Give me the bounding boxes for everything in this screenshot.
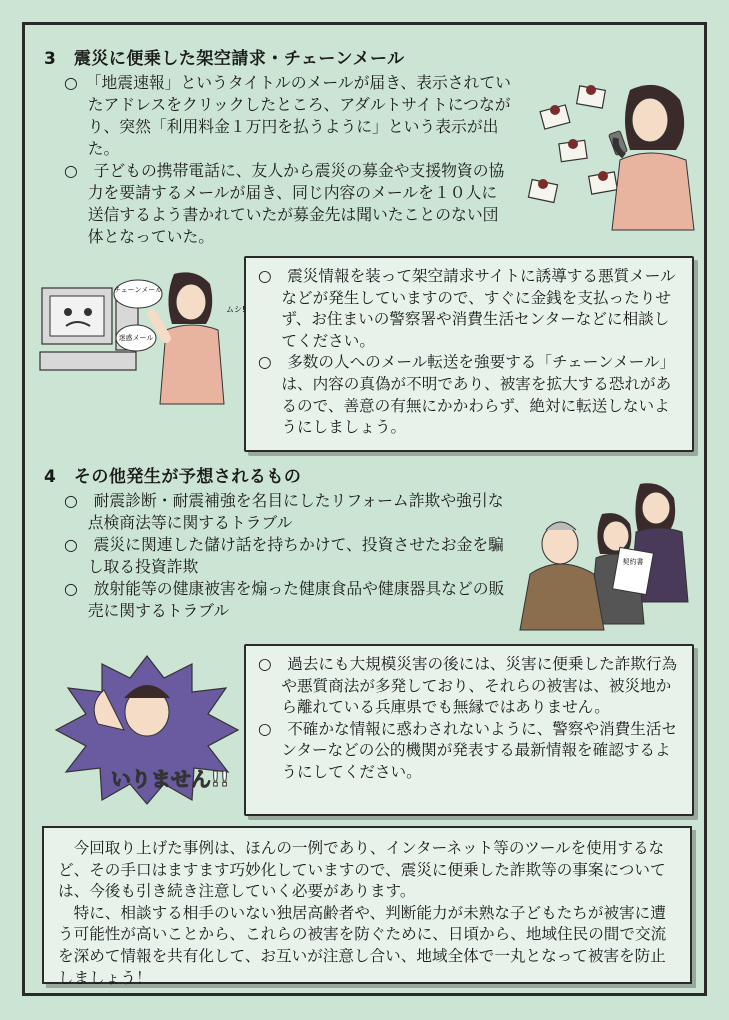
bad-mail-label: 迷惑メール <box>118 334 154 342</box>
section4-advice-2: ○ 不確かな情報に惑わされないように、警察や消費生活センターなどの公的機関が発表する最新情報を確認するようにしてください。 <box>258 719 678 781</box>
section3-advice-1: ○ 震災情報を装って架空請求サイトに誘導する悪質メールなどが発生していますので、すぐに金銭を支払ったりせず、お住まいの警察署や消費生活センターなどに相談してください。 <box>258 267 676 350</box>
computer-ignore-illustration <box>36 268 246 408</box>
section4-advice-box <box>244 644 694 816</box>
closing-note <box>42 826 692 987</box>
section4-advice-1: ○ 過去にも大規模災害の後には、災害に便乗した詐欺行為や悪質商法が多発しており、それらの被害は、被災地から離れている兵庫県でも無縁ではありません。 <box>258 655 678 717</box>
section4-item-2: ○ 震災に関連した儲け話を持ちかけて、投資させたお金を騙し取る投資詐欺 <box>64 535 504 576</box>
section4-heading: 4 その他発生が予想されるもの <box>44 467 302 487</box>
section3-item-1: ○ 「地震速報」というタイトルのメールが届き、表示されていたアドレスをクリックしたところ、アダルトサイトにつながり、突然「利用料金１万円を払うように」という表示が出た。 <box>64 73 511 158</box>
ignore-label: ムシ! <box>226 305 246 314</box>
no-thanks-label: いりません!! <box>110 767 230 791</box>
section3-advice-box <box>244 256 694 452</box>
elderly-sales-illustration <box>520 474 700 634</box>
section3-advice-2: ○ 多数の人へのメール転送を強要する「チェーンメール」は、内容の真偽が不明であり、被害を拡大する恐れがあるので、善意の有無にかかわらず、絶対に転送しないようにしましょう。 <box>258 353 676 437</box>
section3-items <box>64 72 512 248</box>
section3-item-2: ○ 子どもの携帯電話に、友人から震災の募金や支援物資の協力を要請するメールが届き、同じ内容のメールを１０人に送信するよう書かれていたが募金先は聞いたことのない団体となっていた。 <box>64 161 505 246</box>
section4-item-1: ○ 耐震診断・耐震補強を名目にしたリフォーム詐欺や強引な点検商法等に関するトラブル <box>64 491 504 532</box>
refuse-illustration <box>52 654 242 806</box>
section4-items <box>64 490 512 622</box>
woman-phone-illustration <box>520 70 700 230</box>
chain-mail-label: チェーンメール <box>113 286 163 294</box>
section4-item-3: ○ 放射能等の健康被害を煽った健康食品や健康器具などの販売に関するトラブル <box>64 579 505 620</box>
section3-heading: 3 震災に便乗した架空請求・チェーンメール <box>44 49 405 69</box>
closing-paragraph-1: 今回取り上げた事例は、ほんの一例であり、インターネット等のツールを使用するなど、その手口はますます巧妙化していますので、震災に便乗した詐欺等の事案については、今後も引き続き注意していく必要があります。 <box>58 839 666 901</box>
closing-paragraph-2: 特に、相談する相手のいない独居高齢者や、判断能力が未熟な子どもたちが被害に遭う可能性が高いことから、これらの被害を防ぐために、日頃から、地域住民の間で交流を深めて情報を共有化して、お互いが注意し合い、地域全体で一丸となって被害を防止しましょう！ <box>58 903 667 987</box>
contract-label: 契約書 <box>622 558 644 566</box>
